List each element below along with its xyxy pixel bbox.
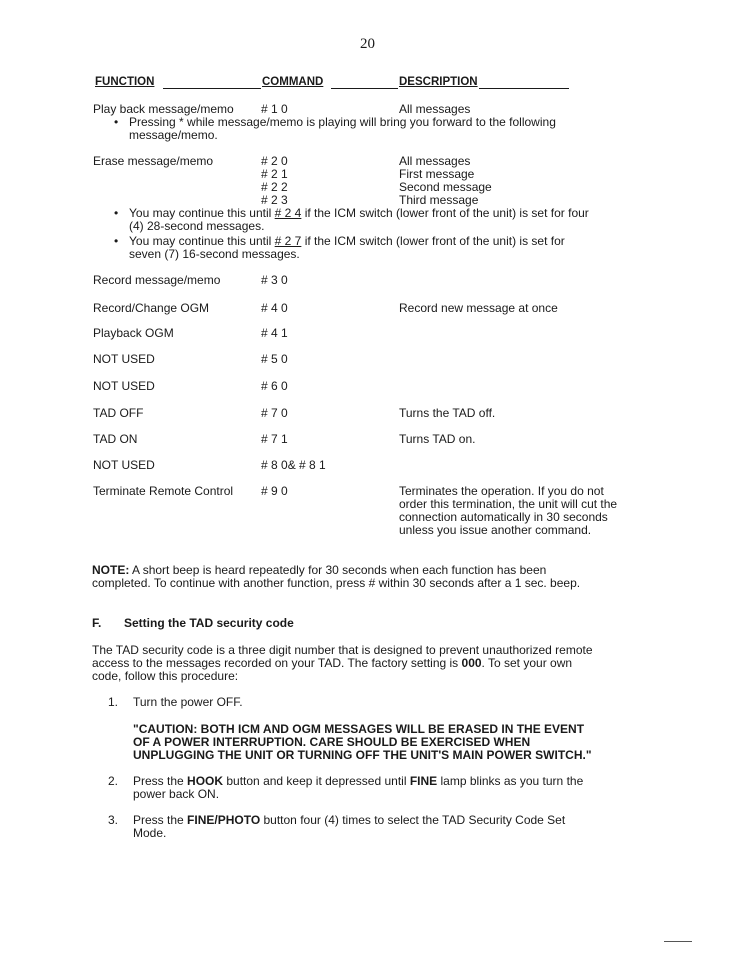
command-cell: # 9 0 (261, 484, 288, 498)
step-number: 2. (108, 774, 119, 788)
function-cell: NOT USED (93, 352, 155, 366)
header-rule (163, 88, 261, 89)
description-cell: Turns TAD on. (399, 432, 476, 446)
command-cell: # 4 0 (261, 301, 288, 315)
command-cell: # 8 0& # 8 1 (261, 458, 326, 472)
header-rule (479, 88, 569, 89)
function-cell: Erase message/memo (93, 154, 214, 168)
bullet-icon: • (114, 234, 119, 248)
header-function: FUNCTION (95, 76, 155, 88)
section-letter: F. (92, 616, 102, 630)
page-number: 20 (360, 36, 375, 52)
step-text: Turn the power OFF. (133, 695, 243, 709)
description-cell: All messages (399, 102, 471, 116)
step-number: 1. (108, 695, 119, 709)
command-cell: # 1 0 (261, 102, 288, 116)
description-cell: All messages (399, 154, 471, 168)
function-cell: NOT USED (93, 379, 155, 393)
header-rule (331, 88, 398, 89)
description-cell: Record new message at once (399, 301, 558, 315)
command-cell: # 3 0 (261, 273, 288, 287)
bullet-icon: • (114, 206, 119, 220)
section-intro: The TAD security code is a three digit number that is designed to prevent unauthorized remote access to the messages recorded on your TAD. The factory setting is 000. To set your own code, follow this procedure: (92, 643, 593, 683)
description-cell: Turns the TAD off. (399, 406, 496, 420)
function-cell: Play back message/memo (93, 102, 234, 116)
caution-text: "CAUTION: BOTH ICM AND OGM MESSAGES WILL BE ERASED IN THE EVENT OF A POWER INTERRUPTION. CARE SHOULD BE EXERCISED WHEN UNPLUGGING THE UNIT OR TURNING OFF THE UNIT'S MAIN POWER SWITCH." (133, 722, 592, 762)
function-cell: NOT USED (93, 458, 155, 472)
command-cell: # 2 0 (261, 154, 288, 168)
scan-mark (664, 941, 692, 942)
function-cell: TAD ON (93, 432, 138, 446)
command-cell: # 4 1 (261, 326, 288, 340)
step-number: 3. (108, 813, 119, 827)
note-paragraph: NOTE: A short beep is heard repeatedly for 30 seconds when each function has been completed. To continue with another function, press # within 30 seconds after a 1 sec. beep. (92, 563, 581, 590)
function-cell: Record message/memo (93, 273, 221, 287)
description-cell: Second message (399, 180, 492, 194)
description-cell: Third message (399, 193, 479, 207)
step-text: Press the HOOK button and keep it depressed until FINE lamp blinks as you turn the power back ON. (133, 774, 584, 801)
command-cell: # 5 0 (261, 352, 288, 366)
function-cell: Terminate Remote Control (93, 484, 234, 498)
function-cell: Record/Change OGM (93, 301, 210, 315)
bullet-note: You may continue this until # 2 4 if the ICM switch (lower front of the unit) is set for four (4) 28-second messages. (129, 206, 589, 233)
command-cell: # 2 3 (261, 193, 288, 207)
header-command: COMMAND (262, 76, 324, 88)
header-description: DESCRIPTION (399, 76, 478, 88)
description-cell: First message (399, 167, 475, 181)
section-title: Setting the TAD security code (124, 616, 294, 630)
command-cell: # 6 0 (261, 379, 288, 393)
bullet-note: You may continue this until # 2 7 if the ICM switch (lower front of the unit) is set for seven (7) 16-second messages. (129, 234, 565, 261)
bullet-icon: • (114, 115, 119, 129)
command-cell: # 7 1 (261, 432, 288, 446)
command-cell: # 2 2 (261, 180, 288, 194)
command-cell: # 7 0 (261, 406, 288, 420)
bullet-note: Pressing * while message/memo is playing will bring you forward to the following message/memo. (129, 115, 556, 142)
function-cell: TAD OFF (93, 406, 144, 420)
function-cell: Playback OGM (93, 326, 174, 340)
description-cell: Terminates the operation. If you do not order this termination, the unit will cut the connection automatically in 30 seconds unless you issue another command. (399, 484, 618, 537)
step-text: Press the FINE/PHOTO button four (4) times to select the TAD Security Code Set Mode. (133, 813, 566, 840)
command-cell: # 2 1 (261, 167, 288, 181)
